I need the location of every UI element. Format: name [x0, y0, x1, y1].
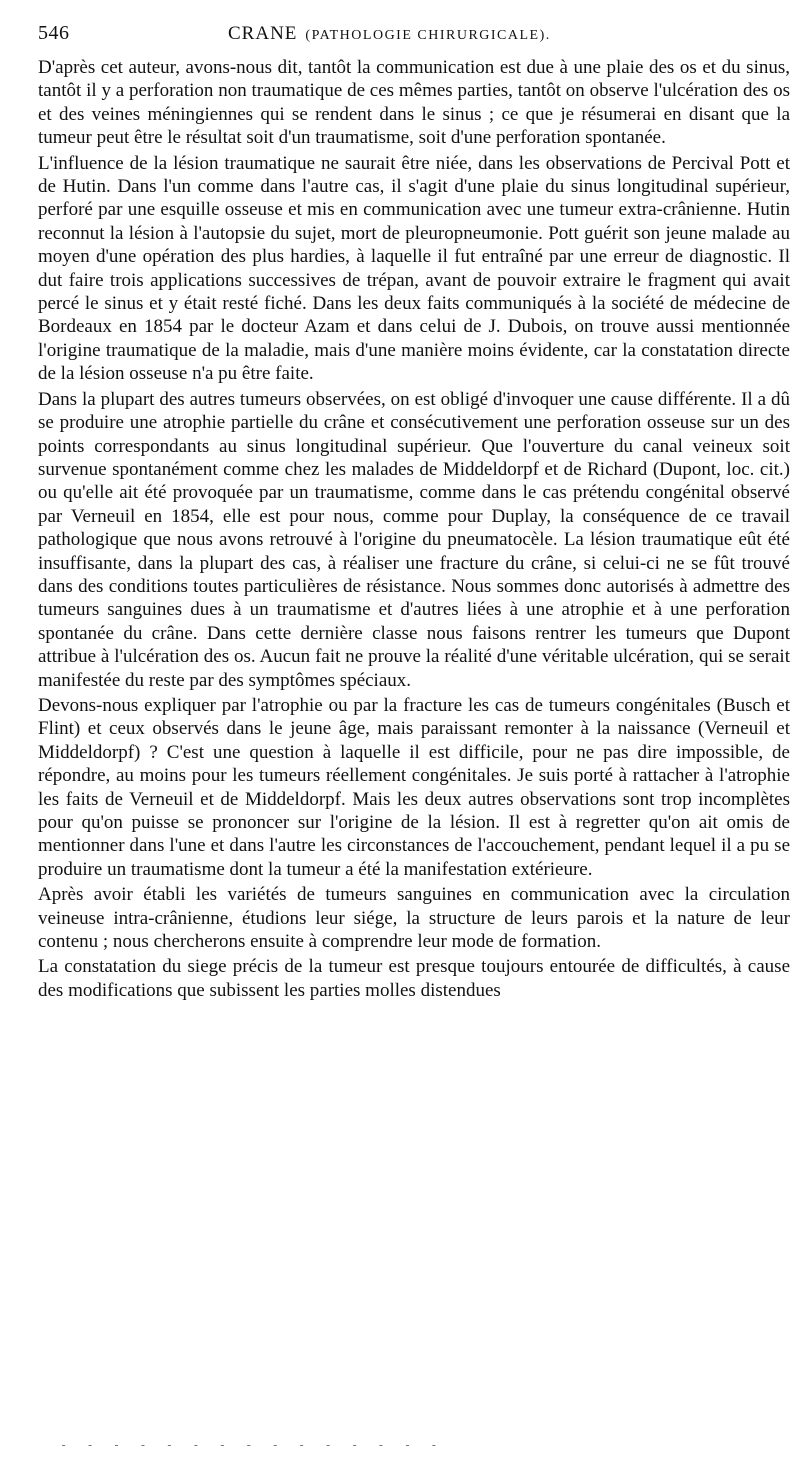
chapter-title: CRANE	[228, 23, 298, 44]
paragraph: Devons-nous expliquer par l'atrophie ou par la fracture les cas de tumeurs congénitales (Busch et Flint) et ceux observés dans le jeune âge, mais paraissant remonter à la naissance (Verneuil et Middeldorpf) ? C'est une question à laquelle il est difficile, pour ne pas dire impossible, de répondre, au moins pour les tumeurs réellement congénitales. Je suis porté à rattacher à l'atrophie les faits de Verneuil et de Middeldorpf. Mais les deux autres observations sont trop incomplètes pour qu'on puisse se prononcer sur l'origine de la lésion. Il est à regretter qu'on ait omis de mentionner dans l'une et dans l'autre les circonstances de l'accouchement, pendant lequel il a pu se produire un traumatisme dont la tumeur a été la manifestation extérieure.	[38, 694, 790, 880]
page-number: 546	[38, 22, 70, 44]
paragraph: Dans la plupart des autres tumeurs observées, on est obligé d'invoquer une cause différente. Il a dû se produire une atrophie partielle du crâne et consécutivement une perforation osseuse sur un des points correspondants au sinus longitudinal supérieur. Que l'ouverture du canal veineux soit survenue spontanément comme chez les malades de Middeldorpf et de Richard (Dupont, loc. cit.) ou qu'elle ait été provoquée par un traumatisme, comme dans le cas prétendu congénital observé par Verneuil en 1854, elle est pour nous, comme pour Duplay, la conséquence de ce travail pathologique que nous avons retrouvé à l'origine du pneumatocèle. La lésion traumatique eût été insuffisante, dans la plupart des cas, à réaliser une fracture du crâne, si celui-ci ne se fût trouvé dans des conditions toutes particulières de résistance. Nous sommes donc autorisés à admettre des tumeurs sanguines dues à un traumatisme et d'autres liées à une atrophie et à une perforation spontanée du crâne. Dans cette dernière classe nous faisons rentrer les tumeurs que Dupont attribue à l'ulcération des os. Aucun fait ne prouve la réalité d'une véritable ulcération, qui se serait manifestée du reste par des symptômes spéciaux.	[38, 388, 790, 691]
paragraph: La constatation du siege précis de la tumeur est presque toujours entourée de difficultés, à cause des modifications que subissent les parties molles distendues	[38, 956, 790, 1001]
paragraph: Après avoir établi les variétés de tumeurs sanguines en communication avec la circulation veineuse intra-crânienne, étudions leur siége, la structure de leurs parois et la nature de leur contenu ; nous chercherons ensuite à comprendre leur mode de formation.	[38, 884, 790, 953]
paragraph: D'après cet auteur, avons-nous dit, tantôt la communication est due à une plaie des os et du sinus, tantôt il y a perforation non traumatique de ces mêmes parties, tantôt on observe l'ulcération des os et des veines méningiennes qui se rendent dans le sinus ; ce que je résumerai en disant que la tumeur peut être le résultat soit d'un traumatisme, soit d'une perforation spontanée.	[38, 57, 790, 149]
chapter-subtitle: (PATHOLOGIE CHIRURGICALE).	[305, 28, 551, 43]
book-page	[38, 22, 790, 1002]
running-head	[38, 22, 790, 56]
paragraph: L'influence de la lésion traumatique ne saurait être niée, dans les observations de Percival Pott et de Hutin. Dans l'un comme dans l'autre cas, il s'agit d'une plaie du sinus longitudinal supérieur, perforé par une esquille osseuse et mis en communication avec une tumeur extra-crânienne. Hutin reconnut la lésion à l'autopsie du sujet, mort de pleuropneumonie. Pott guérit son jeune malade au moyen d'une opération des plus hardies, à laquelle il fut entraîné par une erreur de diagnostic. Il dut faire trois applications successives de trépan, avant de pouvoir extraire le fragment qui avait percé le sinus et y était resté fiché. Dans les deux faits communiqués à la société de médecine de Bordeaux en 1854 par le docteur Azam et dans celui de J. Dubois, on trouve aussi mentionnée l'origine traumatique de la maladie, mais d'une manière moins évidente, car la constatation directe de la lésion osseuse n'a pu être faite.	[38, 152, 790, 385]
footer-marks: - - - - - - - - - - - - - - -	[60, 1438, 444, 1452]
